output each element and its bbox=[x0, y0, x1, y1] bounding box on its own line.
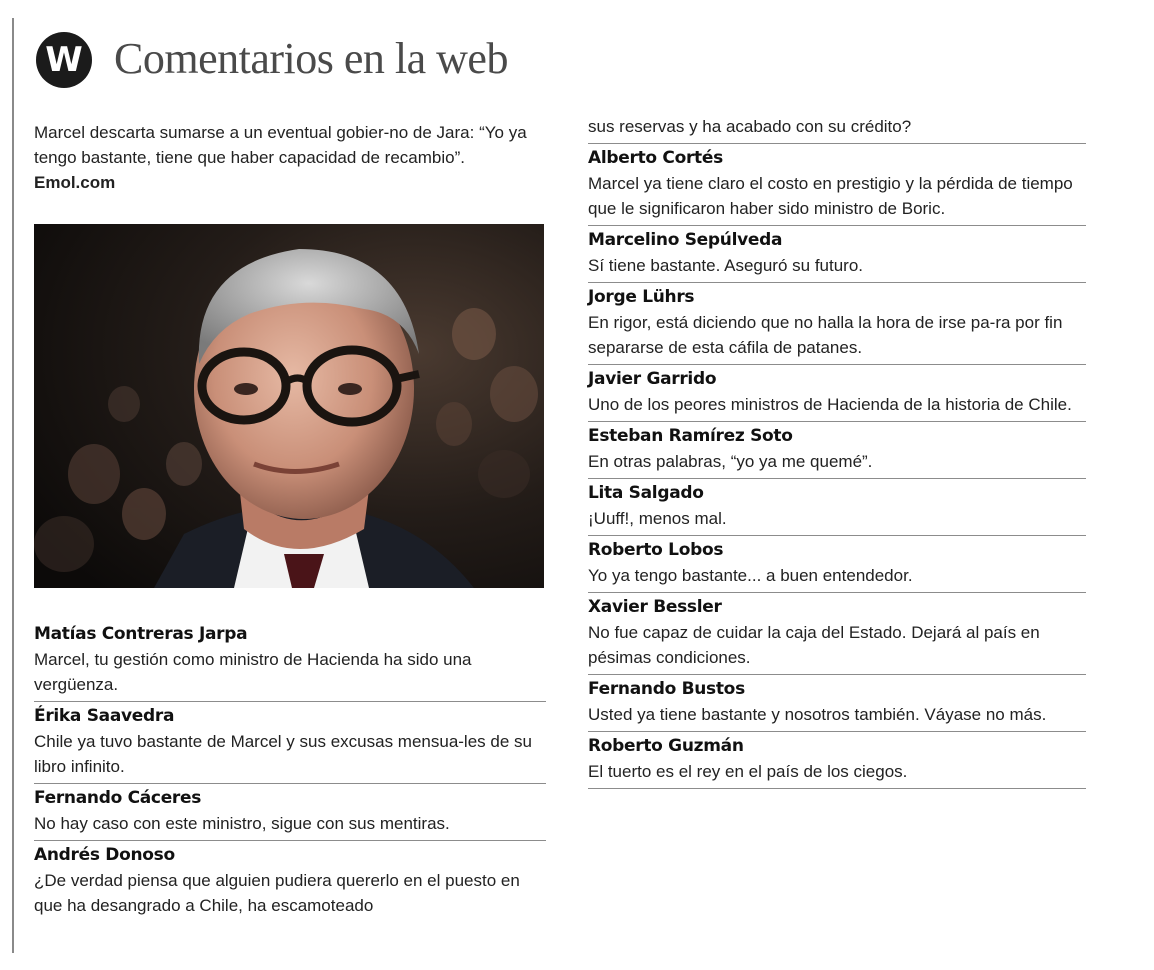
lead-source: Emol.com bbox=[34, 173, 116, 192]
comment-item bbox=[588, 536, 1086, 593]
comment-author: Roberto Guzmán bbox=[588, 736, 744, 756]
comment-text: Yo ya tengo bastante... a buen entendedor. bbox=[588, 566, 913, 585]
comment-author: Fernando Bustos bbox=[588, 679, 745, 699]
comment-item bbox=[34, 620, 546, 702]
portrait-photo bbox=[34, 224, 544, 588]
comment-item bbox=[588, 422, 1086, 479]
comment-author: Roberto Lobos bbox=[588, 540, 724, 560]
comment-author: Alberto Cortés bbox=[588, 148, 723, 168]
comment-text: No hay caso con este ministro, sigue con sus mentiras. bbox=[34, 814, 450, 833]
lead-text bbox=[34, 120, 534, 195]
comment-author: Javier Garrido bbox=[588, 369, 717, 389]
comment-author: Esteban Ramírez Soto bbox=[588, 426, 793, 446]
comment-author: Fernando Cáceres bbox=[34, 788, 202, 808]
comment-item bbox=[34, 784, 546, 841]
comment-item bbox=[588, 283, 1086, 365]
comment-item bbox=[588, 732, 1086, 789]
comment-author: Érika Saavedra bbox=[34, 706, 175, 726]
comment-text: ¡Uuff!, menos mal. bbox=[588, 509, 727, 528]
comment-item bbox=[588, 144, 1086, 226]
comment-author: Jorge Lührs bbox=[588, 287, 695, 307]
comment-author: Marcelino Sepúlveda bbox=[588, 230, 783, 250]
comment-text: En otras palabras, “yo ya me quemé”. bbox=[588, 452, 873, 471]
lead-headline: Marcel descarta sumarse a un eventual gobier-no de Jara: “Yo ya tengo bastante, tiene que haber capacidad de recambio”. bbox=[34, 123, 527, 167]
comment-text: Uno de los peores ministros de Hacienda de la historia de Chile. bbox=[588, 395, 1072, 414]
comment-item bbox=[588, 365, 1086, 422]
comment-author: Xavier Bessler bbox=[588, 597, 722, 617]
comment-text: Marcel ya tiene claro el costo en prestigio y la pérdida de tiempo que le significaron haber sido ministro de Boric. bbox=[588, 174, 1073, 218]
comment-text: El tuerto es el rey en el país de los ciegos. bbox=[588, 762, 908, 781]
left-comments-column bbox=[34, 620, 546, 922]
comment-text: En rigor, está diciendo que no halla la hora de irse pa-ra por fin separarse de esta cáfila de patanes. bbox=[588, 313, 1063, 357]
portrait-illustration bbox=[34, 224, 544, 588]
w-logo-icon: W bbox=[36, 32, 92, 88]
comment-author: Lita Salgado bbox=[588, 483, 704, 503]
comment-item bbox=[588, 593, 1086, 675]
comment-text: Marcel, tu gestión como ministro de Hacienda ha sido una vergüenza. bbox=[34, 650, 472, 694]
section-header bbox=[36, 28, 508, 88]
comment-text: Sí tiene bastante. Aseguró su futuro. bbox=[588, 256, 864, 275]
comment-text: ¿De verdad piensa que alguien pudiera quererlo en el puesto en que ha desangrado a Chile, ha escamoteado bbox=[34, 871, 520, 915]
right-comments-column bbox=[588, 112, 1086, 789]
comment-item bbox=[34, 841, 546, 922]
comment-author: Matías Contreras Jarpa bbox=[34, 624, 248, 644]
comment-item bbox=[34, 702, 546, 784]
section-title: Comentarios en la web bbox=[114, 33, 508, 83]
comment-text: Usted ya tiene bastante y nosotros también. Váyase no más. bbox=[588, 705, 1047, 724]
column-rule bbox=[12, 18, 14, 953]
comment-item bbox=[588, 226, 1086, 283]
comment-text: No fue capaz de cuidar la caja del Estado. Dejará al país en pésimas condiciones. bbox=[588, 623, 1040, 667]
continued-comment-text: sus reservas y ha acabado con su crédito? bbox=[588, 112, 1086, 144]
comment-item bbox=[588, 479, 1086, 536]
comment-text: Chile ya tuvo bastante de Marcel y sus excusas mensua-les de su libro infinito. bbox=[34, 732, 532, 776]
comment-item bbox=[588, 675, 1086, 732]
comment-author: Andrés Donoso bbox=[34, 845, 175, 865]
